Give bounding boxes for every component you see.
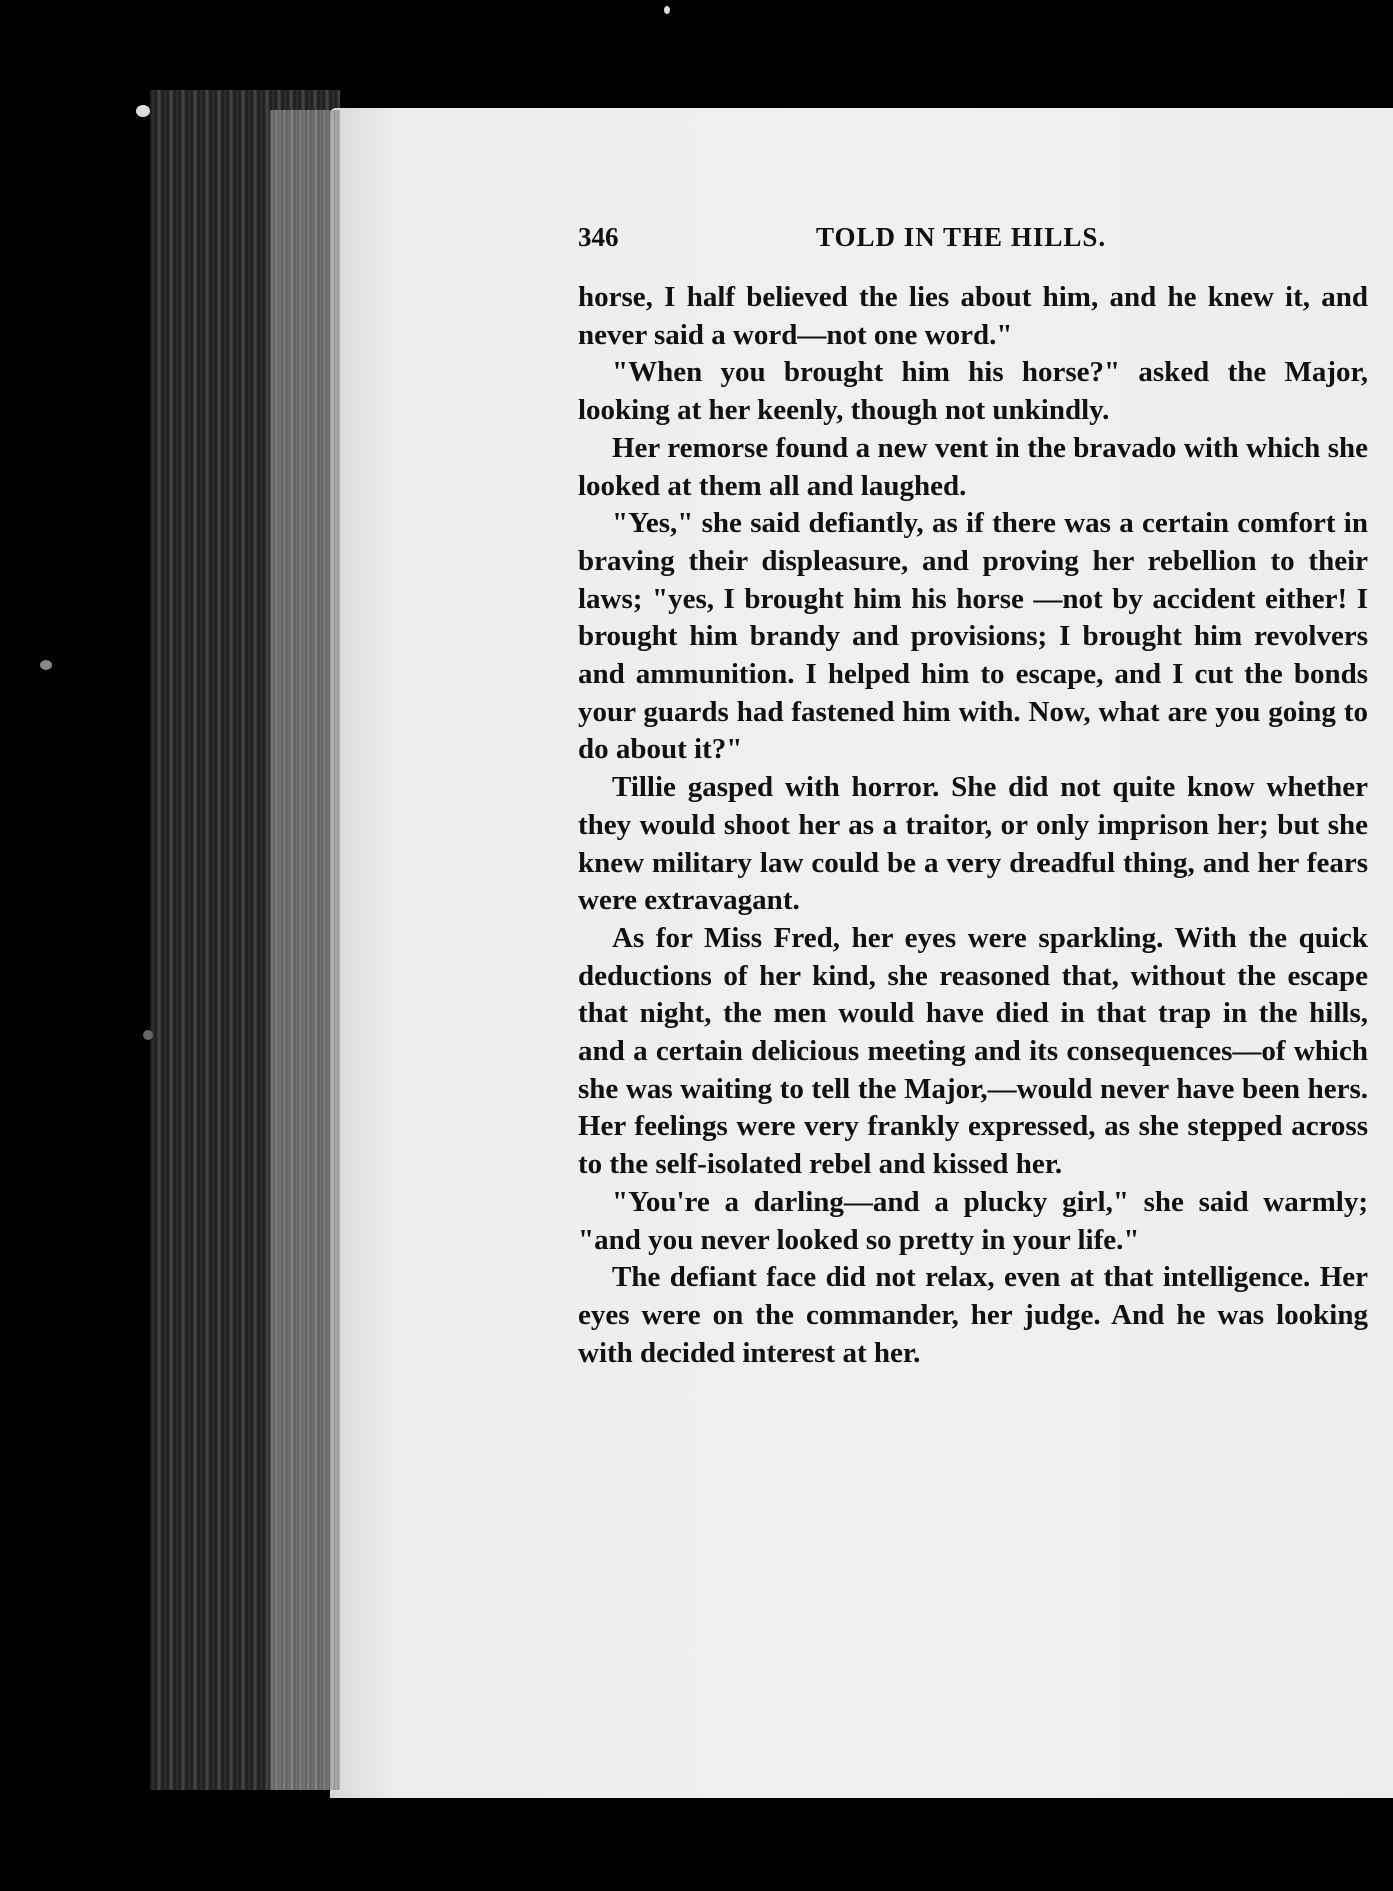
paragraph: "When you brought him his horse?" asked the Major, looking at her keenly, though not unkindly.: [578, 356, 1368, 427]
paragraph: "Yes," she said defiantly, as if there was a certain comfort in braving their displeasure, and proving her rebellion to their laws; "yes, I brought him his horse —not by accident either! I brought him brandy and provisions; I brought him revolvers and ammunition. I helped him to escape, and I cut the bonds your guards had fastened him with. Now, what are you going to do about it?": [578, 507, 1368, 766]
body-text: [578, 279, 1368, 1372]
page-edge-gutter: [270, 110, 340, 1790]
paragraph: horse, I half believed the lies about him, and he knew it, and never said a word—not one word.": [578, 281, 1368, 351]
speck: [136, 105, 150, 117]
scan-bottom-border: [0, 1800, 1393, 1891]
paragraph: The defiant face did not relax, even at that intelligence. Her eyes were on the commander, her judge. And he was looking with decided interest at her.: [578, 1261, 1368, 1369]
paragraph: "You're a darling—and a plucky girl," she said warmly; "and you never looked so pretty in your life.": [578, 1185, 1368, 1256]
running-head: TOLD IN THE HILLS.: [816, 222, 1107, 252]
paragraph: As for Miss Fred, her eyes were sparkling. With the quick deductions of her kind, she reasoned that, without the escape that night, the men would have died in that trap in the hills, and a certain delicious meeting and its consequences—of which she was waiting to tell the Major,—would never have been hers. Her feelings were very frankly expressed, as she stepped across to the self-isolated rebel and kissed her.: [578, 921, 1368, 1181]
paragraph: Tillie gasped with horror. She did not quite know whether they would shoot her as a traitor, or only imprison her; but she knew military law could be a very dreadful thing, and her fears were extravagant.: [578, 771, 1368, 917]
page-number: 346: [578, 222, 619, 252]
speck: [664, 6, 670, 14]
page-header: [578, 222, 1368, 262]
speck: [143, 1030, 153, 1040]
speck: [40, 660, 52, 670]
paragraph: Her remorse found a new vent in the bravado with which she looked at them all and laughed.: [578, 431, 1368, 502]
